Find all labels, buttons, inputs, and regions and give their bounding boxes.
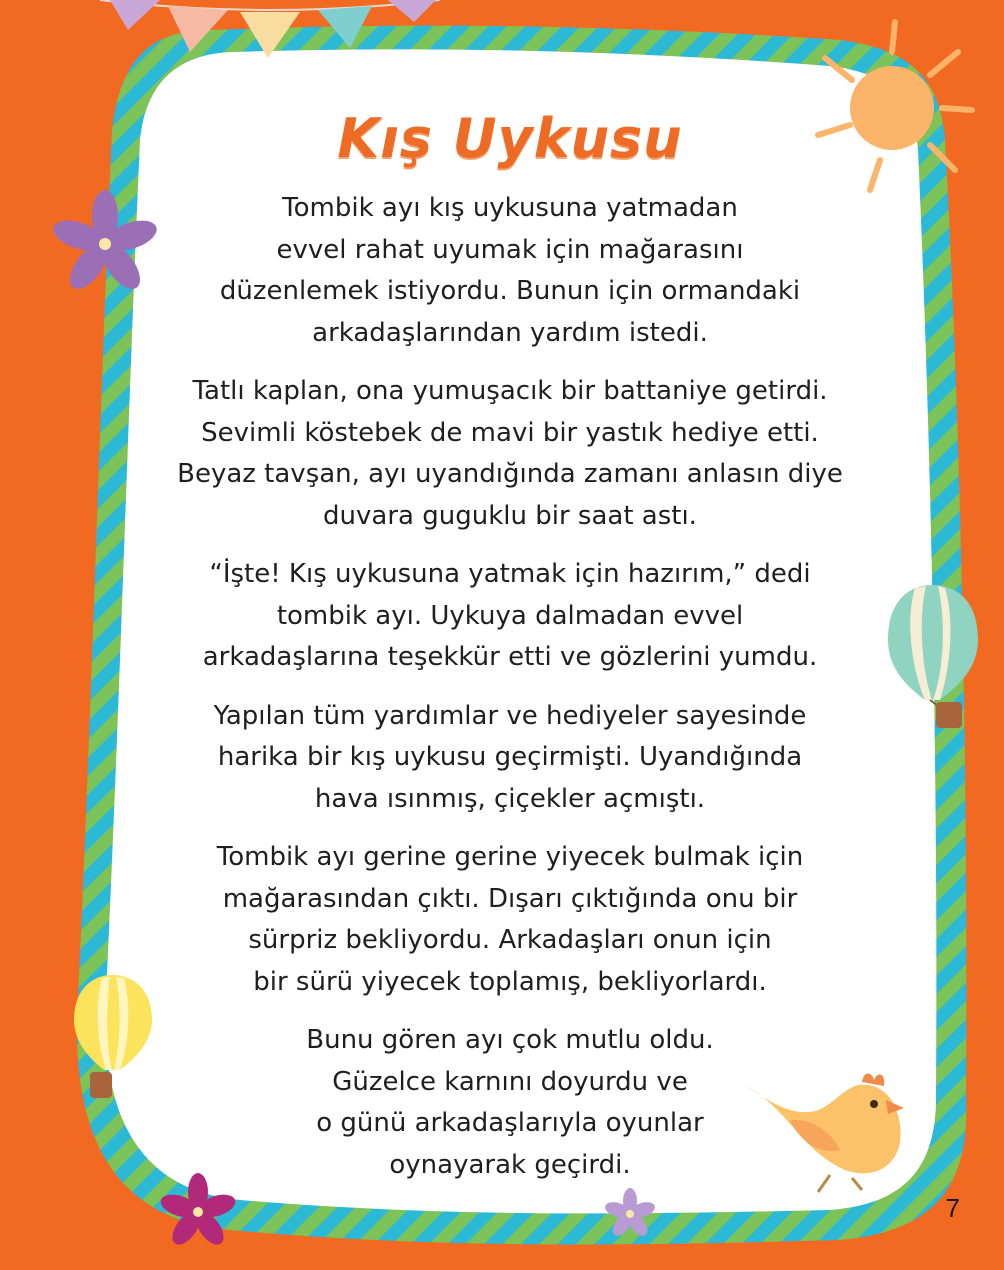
story-line: harika bir kış uykusu geçirmişti. Uyandığında: [217, 742, 803, 772]
story-paragraph: [130, 837, 890, 1003]
story-line: Beyaz tavşan, ayı uyandığında zamanı anlasın diye: [177, 459, 843, 489]
story-line: oynayarak geçirdi.: [389, 1149, 631, 1180]
story-paragraph: [130, 371, 890, 537]
story-body: [130, 188, 890, 1186]
story-line: arkadaşlarına teşekkür etti ve gözlerini yumdu.: [202, 642, 818, 672]
story-line: tombik ayı. Uykuya dalmadan evvel: [276, 600, 744, 631]
page-number: 7: [945, 1193, 960, 1223]
story-line: Sevimli köstebek de mavi bir yastık hediye etti.: [201, 417, 819, 448]
story-content: [130, 95, 890, 1205]
story-line: arkadaşlarından yardım istedi.: [312, 317, 708, 348]
story-paragraph: [130, 554, 890, 679]
page-title: Kış Uykusu: [337, 107, 683, 170]
story-line: Bunu gören ayı çok mutlu oldu.: [306, 1025, 714, 1055]
story-paragraph: [130, 1020, 890, 1186]
story-line: o günü arkadaşlarıyla oyunlar: [316, 1108, 704, 1138]
story-line: hava ısınmış, çiçekler açmıştı.: [314, 783, 706, 814]
story-line: sürpriz bekliyordu. Arkadaşları onun için: [248, 925, 772, 955]
story-paragraph: [130, 188, 890, 354]
story-line: düzenlemek istiyordu. Bunun için ormandaki: [219, 276, 801, 306]
story-line: “İşte! Kış uykusuna yatmak için hazırım,” dedi: [209, 559, 811, 589]
story-line: bir sürü yiyecek toplamış, bekliyorlardı.: [253, 966, 767, 997]
story-line: Tatlı kaplan, ona yumuşacık bir battaniye getirdi.: [192, 376, 828, 406]
story-paragraph: [130, 696, 890, 821]
story-line: Güzelce karnını doyurdu ve: [332, 1066, 688, 1097]
story-line: Tombik ayı kış uykusuna yatmadan: [282, 193, 738, 223]
story-line: evvel rahat uyumak için mağarasını: [276, 234, 744, 265]
story-line: duvara guguklu bir saat astı.: [323, 500, 697, 531]
story-line: Tombik ayı gerine gerine yiyecek bulmak için: [216, 842, 804, 872]
story-line: Yapılan tüm yardımlar ve hediyeler sayesinde: [213, 700, 807, 731]
story-line: mağarasından çıktı. Dışarı çıktığında onu bir: [222, 883, 798, 914]
